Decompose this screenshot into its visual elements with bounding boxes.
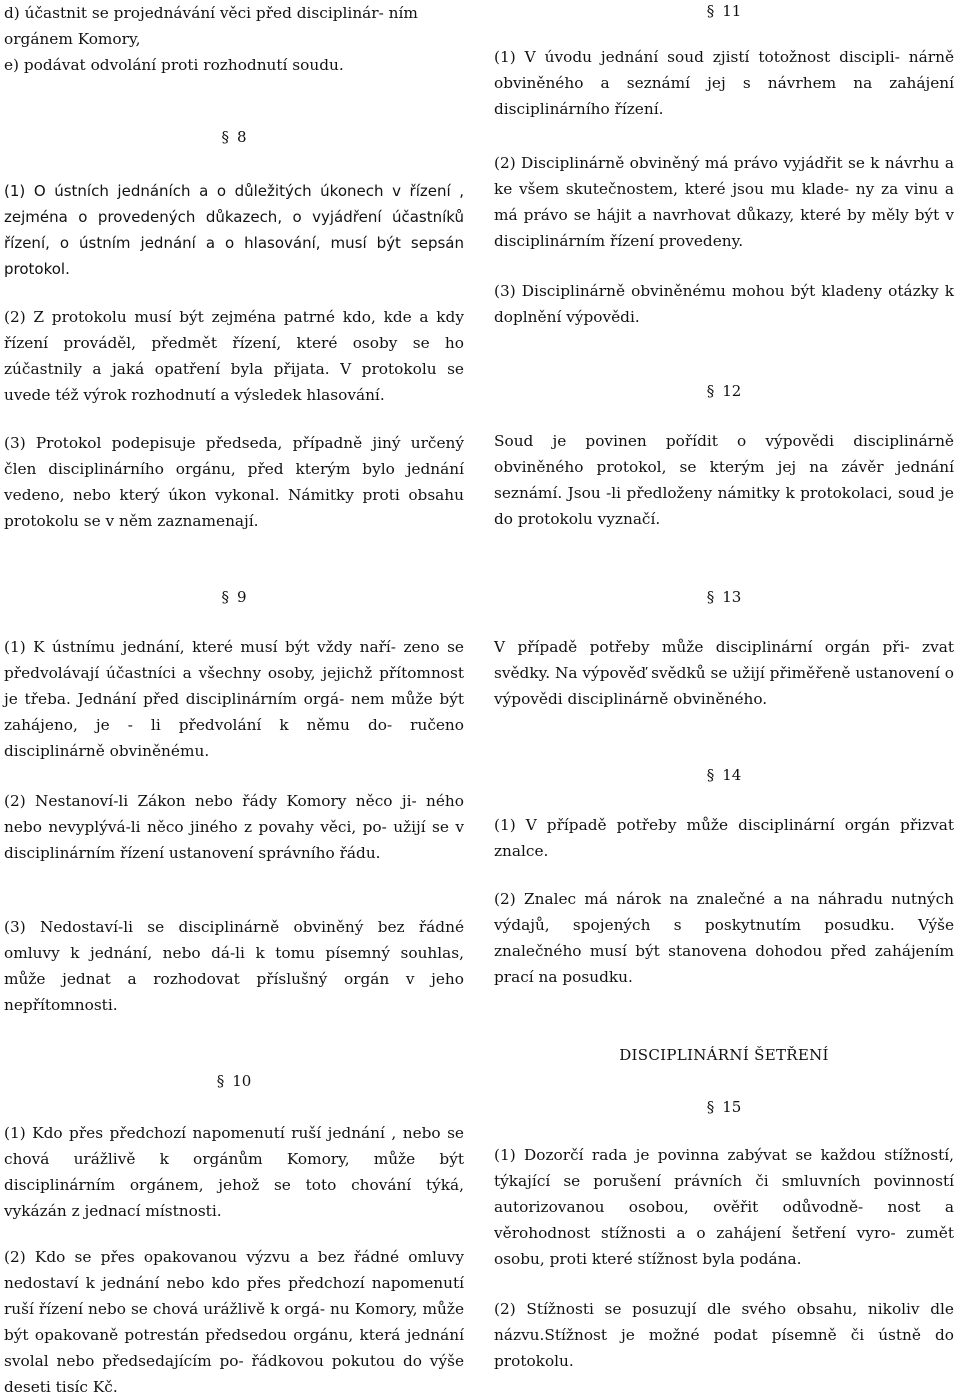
section-sign: § (216, 1072, 225, 1090)
item-d: d) účastnit se projednávání věci před disciplinár- ním orgánem Komory, (4, 4, 418, 48)
section-11-paragraph-3: (3) Disciplinárně obviněnému mohou být kladeny otázky k doplnění výpovědi. (494, 282, 954, 326)
section-8-paragraph-3: (3) Protokol podepisuje předseda, případně jiný určený člen disciplinárního orgánu, před kterým bylo jednání vedeno, nebo který úkon vykonal. Námitky proti obsahu protokolu se v něm zaznamenají. (4, 434, 464, 530)
section-12-paragraph-1: Soud je povinen pořídit o výpovědi disciplinárně obviněného protokol, se kterým jej na závěr jednání seznámí. Jsou -li předloženy námitky k protokolaci, soud je do protokolu vyznačí. (494, 432, 954, 528)
section-9-paragraph-2: (2) Nestanoví-li Zákon nebo řády Komory něco ji- ného nebo nevyplývá-li něco jiného z povahy věci, po- užijí se v disciplinárním řízení ustanovení správního řádu. (4, 792, 464, 862)
section-number: 12 (722, 382, 742, 400)
section-14-heading (494, 764, 954, 786)
section-15-heading (494, 1096, 954, 1118)
section-15-paragraph-1: (1) Dozorčí rada je povinna zabývat se každou stížností, týkající se porušení právních či smluvních povinností autorizovanou osobou, ověřit odůvodně- nost a věrohodnost stížnosti a o zahájení šetření vyro- zumět osobu, proti které stížnost byla podána. (494, 1146, 954, 1268)
section-number: 13 (722, 588, 742, 606)
section-number: 15 (722, 1098, 742, 1116)
section-14-paragraph-1: (1) V případě potřeby může disciplinární orgán přizvat znalce. (494, 816, 954, 860)
section-14-paragraph-2: (2) Znalec má nárok na znalečné a na náhradu nutných výdajů, spojených s poskytnutím posudku. Výše znalečného musí být stanovena dohodou před zahájením prací na posudku. (494, 890, 954, 986)
section-9-paragraph-3: (3) Nedostaví-li se disciplinárně obviněný bez řádné omluvy k jednání, nebo dá-li k tomu písemný souhlas, může jednat a rozhodovat příslušný orgán v jeho nepřítomnosti. (4, 918, 464, 1014)
section-8-paragraph-1: (1) O ústních jednáních a o důležitých úkonech v řízení , zejména o provedených důkazech, o vyjádření účastníků řízení, o ústním jednání a o hlasování, musí být sepsán protokol. (4, 182, 464, 278)
section-11-paragraph-1: (1) V úvodu jednání soud zjistí totožnost discipli- nárně obviněného a seznámí jej s návrhem na zahájení disciplinárního řízení. (494, 48, 954, 118)
section-10-heading (4, 1070, 464, 1092)
section-9-paragraph-1: (1) K ústnímu jednání, které musí být vždy naří- zeno se předvolávají účastníci a všechny osoby, jejichž přítomnost je třeba. Jednání před disciplinárním orgá- nem může být zahájeno, je - li předvolání k němu do- ručeno disciplinárně obviněnému. (4, 638, 464, 760)
section-sign: § (221, 128, 229, 146)
section-number: 8 (236, 128, 247, 146)
section-sign: § (706, 766, 715, 784)
section-number: 10 (232, 1072, 252, 1090)
section-8-heading (4, 126, 464, 148)
section-sign: § (706, 1098, 715, 1116)
section-number: 9 (236, 588, 247, 606)
section-8-paragraph-2: (2) Z protokolu musí být zejména patrné kdo, kde a kdy řízení prováděl, předmět řízení, které osoby se ho zúčastnily a jaká opatření byla přijata. V protokolu se uvede též výrok rozhodnutí a výsledek hlasování. (4, 308, 464, 404)
section-10-paragraph-2: (2) Kdo se přes opakovanou výzvu a bez řádné omluvy nedostaví k jednání nebo kdo přes předchozí napomenutí ruší řízení nebo se chová urážlivě k orgá- nu Komory, může být opakovaně potrestán předsedou orgánu, která jednání svolal nebo předsedajícím po- řádkovou pokutou do výše deseti tisíc Kč. (4, 1248, 464, 1396)
item-e: e) podávat odvolání proti rozhodnutí soudu. (4, 56, 344, 74)
section-11-heading (494, 0, 954, 22)
section-11-paragraph-2: (2) Disciplinárně obviněný má právo vyjádřit se k návrhu a ke všem skutečnostem, které jsou mu klade- ny za vinu a má právo se hájit a navrhovat důkazy, které by měly být v disciplinárním řízení provedeny. (494, 154, 954, 250)
section-sign: § (706, 2, 715, 20)
section-9-heading (4, 586, 464, 608)
section-13-paragraph-1: V případě potřeby může disciplinární orgán při- zvat svědky. Na výpověď svědků se užijí přiměřeně ustanovení o výpovědi disciplinárně obviněného. (494, 638, 954, 708)
section-sign: § (221, 588, 229, 606)
section-15-paragraph-2: (2) Stížnosti se posuzují dle svého obsahu, nikoliv dle názvu.Stížnost je možné podat písemně či ústně do protokolu. (494, 1300, 954, 1370)
section-sign: § (706, 382, 715, 400)
section-12-heading (494, 380, 954, 402)
section-13-heading (494, 586, 954, 608)
section-number: 14 (722, 766, 742, 784)
section-number: 11 (722, 2, 742, 20)
section-sign: § (706, 588, 715, 606)
section-10-paragraph-1: (1) Kdo přes předchozí napomenutí ruší jednání , nebo se chová urážlivě k orgánům Komory, může být disciplinárním orgánem, jehož se toto chování týká, vykázán z jednací místnosti. (4, 1124, 464, 1220)
part-title: DISCIPLINÁRNÍ ŠETŘENÍ (619, 1046, 829, 1064)
